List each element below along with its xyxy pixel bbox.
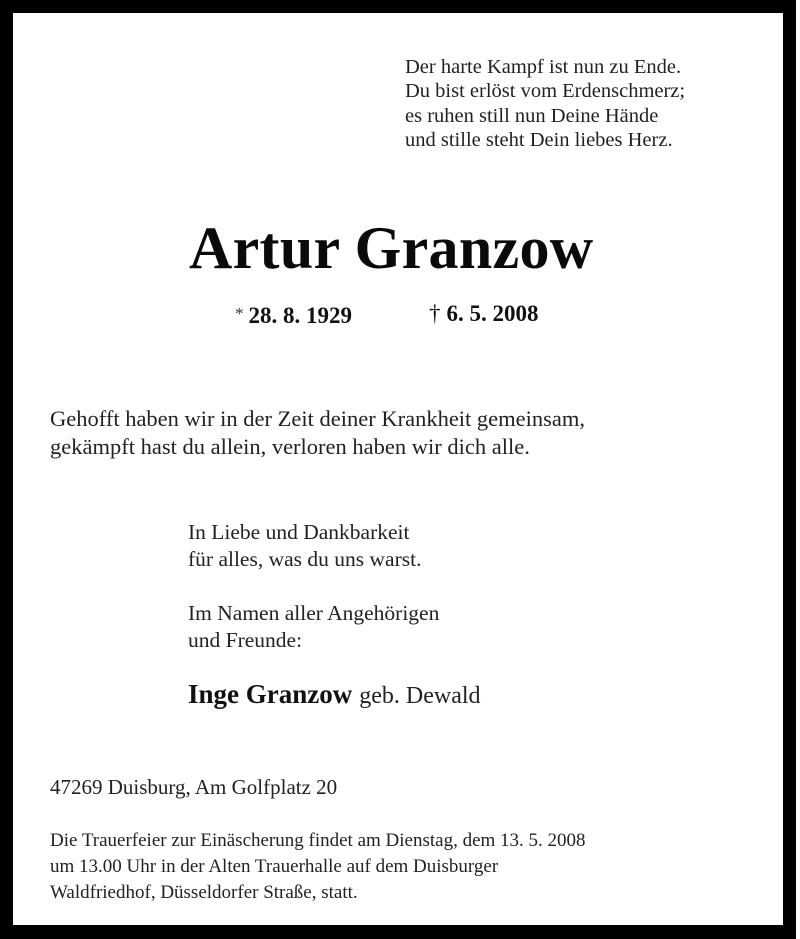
ceremony-line: Die Trauerfeier zur Einäscherung findet am Dienstag, dem 13. 5. 2008 [50, 830, 586, 851]
ceremony-details [50, 828, 586, 906]
signatory-name: Inge Granzow [188, 679, 353, 709]
obituary-notice [13, 13, 783, 925]
tribute-line: Gehofft haben wir in der Zeit deiner Krankheit gemeinsam, [50, 406, 586, 431]
birth-date [235, 299, 352, 331]
on-behalf-text [188, 600, 439, 654]
signatory-maiden-name: geb. Dewald [359, 683, 481, 709]
ceremony-line: Waldfriedhof, Düsseldorfer Straße, statt. [50, 882, 358, 903]
on-behalf-line: Im Namen aller Angehörigen [188, 601, 440, 625]
tribute-line: gekämpft hast du allein, verloren haben wir dich alle. [50, 434, 530, 459]
death-date [429, 299, 539, 329]
poem-line: und stille steht Dein liebes Herz. [405, 128, 673, 151]
gratitude-line: für alles, was du uns warst. [188, 547, 422, 571]
address: 47269 Duisburg, Am Golfplatz 20 [50, 775, 338, 799]
death-cross-icon: † [429, 301, 441, 326]
signature [188, 677, 481, 716]
birth-date-value: 28. 8. 1929 [248, 303, 352, 328]
poem [405, 55, 685, 152]
birth-star-icon: * [235, 304, 244, 323]
deceased-name: Artur Granzow [189, 215, 594, 281]
death-date-value: 6. 5. 2008 [446, 301, 539, 326]
tribute-text [50, 405, 585, 461]
poem-line: Du bist erlöst vom Erdenschmerz; [405, 80, 686, 103]
ceremony-line: um 13.00 Uhr in der Alten Trauerhalle auf dem Duisburger [50, 856, 499, 877]
poem-line: es ruhen still nun Deine Hände [405, 104, 659, 127]
gratitude-text [188, 519, 421, 573]
gratitude-line: In Liebe und Dankbarkeit [188, 520, 410, 544]
poem-line: Der harte Kampf ist nun zu Ende. [405, 56, 682, 78]
on-behalf-line: und Freunde: [188, 628, 303, 652]
